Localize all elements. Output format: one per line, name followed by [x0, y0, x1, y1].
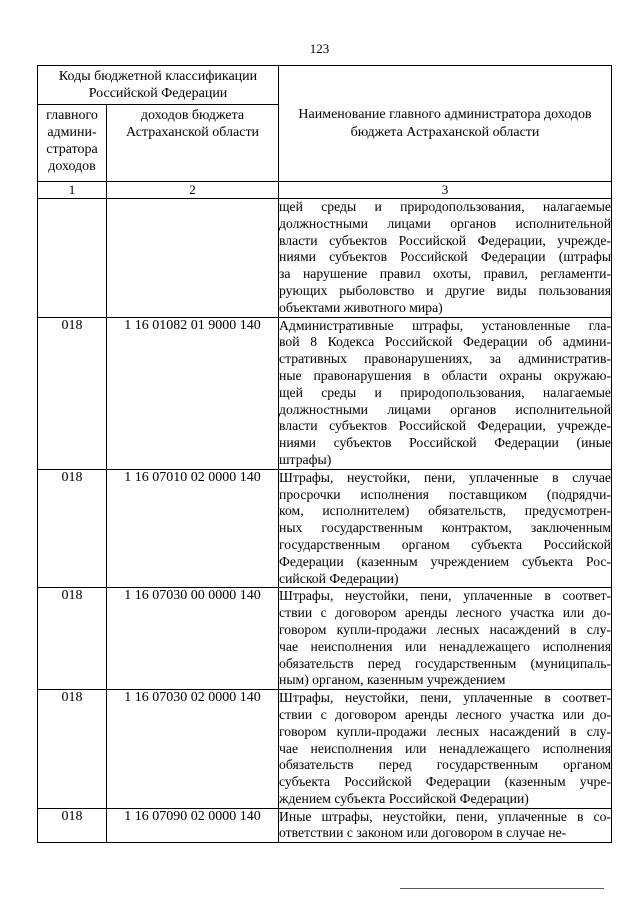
description-line: ждением субъекта Российской Федерации) — [279, 790, 529, 806]
description-line: стративных правонарушениях, за административ- — [279, 351, 612, 367]
description-line: ным) органом, казенным учреждением — [279, 672, 506, 688]
revenue-code-cell: 1 16 07030 02 0000 140 — [107, 690, 279, 809]
description-line: ствии с договором аренды лесного участка или до- — [279, 605, 612, 621]
description-line: ные правонарушения в области охраны окружаю- — [279, 367, 612, 383]
description-line: Штрафы, неустойки, пени, уплаченные в случае — [279, 469, 612, 485]
revenue-code-cell: 1 16 07090 02 0000 140 — [107, 808, 279, 843]
description-cell — [279, 317, 612, 469]
description-line: чае неисполнения или ненадлежащего исполнения — [279, 740, 612, 756]
description-line: власти субъектов Российской Федерации, учрежде- — [279, 418, 612, 434]
description-line: ответствии с законом или договором в случае не- — [279, 825, 567, 841]
table-row — [38, 199, 612, 318]
description-cell — [279, 199, 612, 318]
description-line: Административные штрафы, установленные гла- — [279, 317, 612, 333]
table-row — [38, 469, 612, 588]
description-line: сийской Федерации) — [279, 570, 399, 586]
description-line: Иные штрафы, неустойки, пени, уплаченные в со- — [279, 808, 612, 824]
description-line: субъекта Российской Федерации (казенным учре- — [279, 774, 612, 790]
description-line: щей среды и природопользования, налагаемые — [279, 384, 612, 400]
description-line: должностными лицами органов исполнительной — [279, 401, 612, 417]
description-line: государственным органом субъекта Российской — [279, 536, 612, 552]
header-row-top — [38, 66, 612, 105]
page-number: 123 — [309, 41, 330, 56]
table-row — [38, 588, 612, 690]
revenue-code-cell: 1 16 07030 00 0000 140 — [107, 588, 279, 690]
admin-code-cell — [38, 199, 107, 318]
admin-code-cell: 018 — [38, 317, 107, 469]
description-line: Штрафы, неустойки, пени, уплаченные в соответ- — [279, 690, 612, 706]
header-revenue-code: доходов бюджета Астраханской области — [107, 105, 279, 182]
table-row — [38, 808, 612, 843]
admin-code-cell: 018 — [38, 469, 107, 588]
description-cell — [279, 690, 612, 809]
bottom-rule — [400, 888, 604, 889]
description-cell — [279, 588, 612, 690]
description-line: ниями субъектов Российской Федерации (штрафы — [279, 249, 612, 265]
description-line: Штрафы, неустойки, пени, уплаченные в соответ- — [279, 588, 612, 604]
admin-code-cell: 018 — [38, 808, 107, 843]
budget-classification-table — [37, 65, 612, 843]
description-line: за нарушение правил охоты, правил, регламенти- — [279, 266, 612, 282]
header-admin-code: главного админи-стратора доходов — [38, 105, 107, 182]
table-row — [38, 690, 612, 809]
description-line: ком, исполнителем) обязательств, предусмотрен- — [279, 503, 612, 519]
column-number-1: 1 — [38, 182, 107, 199]
revenue-code-cell — [107, 199, 279, 318]
revenue-code-cell: 1 16 01082 01 9000 140 — [107, 317, 279, 469]
description-line: объектами животного мира) — [279, 299, 443, 315]
admin-code-cell: 018 — [38, 588, 107, 690]
column-number-3: 3 — [279, 182, 612, 199]
description-line: говором купли-продажи лесных насаждений в слу- — [279, 723, 612, 739]
table-row — [38, 317, 612, 469]
description-cell — [279, 808, 612, 843]
description-line: говором купли-продажи лесных насаждений в слу- — [279, 621, 612, 637]
revenue-code-cell: 1 16 07010 02 0000 140 — [107, 469, 279, 588]
description-line: ствии с договором аренды лесного участка или до- — [279, 706, 612, 722]
description-line: ных государственным контрактом, заключенным — [279, 520, 612, 536]
description-cell — [279, 469, 612, 588]
description-line: должностными лицами органов исполнительной — [279, 215, 612, 231]
description-line: обязательств перед государственным (муниципаль- — [279, 655, 612, 671]
description-line: обязательств перед государственным органом — [279, 757, 612, 773]
description-line: вой 8 Кодекса Российской Федерации об админи- — [279, 334, 612, 350]
description-line: щей среды и природопользования, налагаемые — [279, 199, 612, 214]
column-number-row — [38, 182, 612, 199]
description-line: штрафы) — [279, 451, 332, 467]
description-line: ниями субъектов Российской Федерации (иные — [279, 435, 612, 451]
admin-code-cell: 018 — [38, 690, 107, 809]
header-administrator-name: Наименование главного администратора доходов бюджета Астраханской области — [279, 66, 612, 182]
description-line: Федерации (казенным учреждением субъекта Рос- — [279, 553, 612, 569]
description-line: чае неисполнения или ненадлежащего исполнения — [279, 638, 612, 654]
column-number-2: 2 — [107, 182, 279, 199]
description-line: власти субъектов Российской Федерации, учрежде- — [279, 232, 612, 248]
description-line: рующих рыболовство и другие виды пользования — [279, 282, 612, 298]
header-codes-group: Коды бюджетной классификации Российской Федерации — [38, 66, 279, 105]
description-line: просрочки исполнения поставщиком (подрядчи- — [279, 486, 612, 502]
